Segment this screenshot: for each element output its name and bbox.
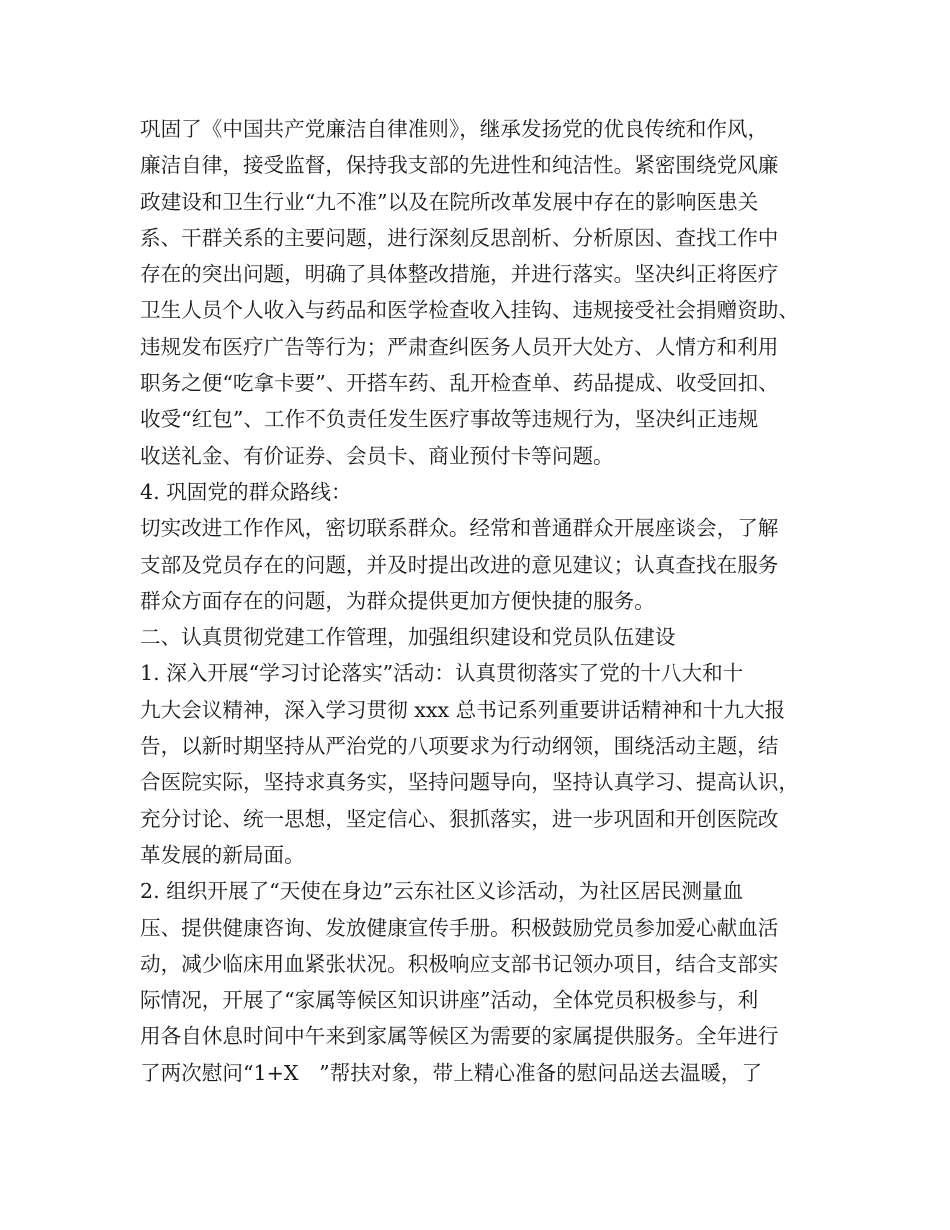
text-line: 切实改进工作作风，密切联系群众。经常和普通群众开展座谈会，了解 — [140, 516, 779, 541]
text-line: 革发展的新局面。 — [140, 842, 305, 867]
text-line: 动，减少临床用血紧张状况。积极响应支部书记领办项目，结合支部实 — [140, 951, 779, 976]
text-line: 系、干群关系的主要问题，进行深刻反思剖析、分析原因、查找工作中 — [140, 225, 779, 250]
text-line: 群众方面存在的问题，为群众提供更加方便快捷的服务。 — [140, 588, 655, 613]
text-line: 压、提供健康咨询、发放健康宣传手册。积极鼓励党员参加爱心献血活 — [140, 915, 779, 940]
text-line: 政建设和卫生行业“九不准”以及在院所改革发展中存在的影响医患关 — [140, 189, 759, 214]
text-line: 九大会议精神，深入学习贯彻 xxx 总书记系列重要讲话精神和十九大报 — [140, 697, 786, 722]
text-line: 巩固了《中国共产党廉洁自律准则》，继承发扬党的优良传统和作风， — [140, 117, 769, 141]
text-line: 告，以新时期坚持从严治党的八项要求为行动纲领，围绕活动主题，结 — [140, 734, 779, 759]
text-line: 充分讨论、统一思想，坚定信心、狠抓落实，进一步巩固和开创医院改 — [140, 806, 779, 831]
body-text — [140, 111, 820, 1091]
text-line: 际情况，开展了“家属等候区知识讲座”活动，全体党员积极参与，利 — [140, 988, 759, 1013]
text-line: 收送礼金、有价证券、会员卡、商业预付卡等问题。 — [140, 443, 614, 468]
text-line: 1. 深入开展“学习讨论落实”活动：认真贯彻落实了党的十八大和十 — [140, 661, 744, 686]
text-line: 了两次慰问“1+X ”帮扶对象，带上精心准备的慰问品送去温暖，了 — [140, 1060, 763, 1085]
text-line: 存在的突出问题，明确了具体整改措施，并进行落实。坚决纠正将医疗 — [140, 262, 779, 287]
text-line: 支部及党员存在的问题，并及时提出改进的意见建议；认真查找在服务 — [140, 552, 779, 577]
section-heading: 4. 巩固党的群众路线： — [140, 479, 352, 504]
text-line: 卫生人员个人收入与药品和医学检查收入挂钩、违规接受社会捐赠资助、 — [140, 298, 799, 323]
text-line: 用各自休息时间中午来到家属等候区为需要的家属提供服务。全年进行 — [140, 1024, 779, 1049]
section-heading: 二、认真贯彻党建工作管理，加强组织建设和党员队伍建设 — [140, 625, 676, 650]
text-line: 职务之便“吃拿卡要”、开搭车药、乱开检查单、药品提成、收受回扣、 — [140, 371, 779, 396]
text-line: 2. 组织开展了“天使在身边”云东社区义诊活动，为社区居民测量血 — [140, 879, 744, 904]
text-line: 合医院实际，坚持求真务实，坚持问题导向，坚持认真学习、提高认识， — [140, 770, 799, 795]
text-line: 收受“红包”、工作不负责任发生医疗事故等违规行为，坚决纠正违规 — [140, 407, 759, 432]
text-line: 违规发布医疗广告等行为；严肃查纠医务人员开大处方、人情方和利用 — [140, 334, 779, 359]
text-line: 廉洁自律，接受监督，保持我支部的先进性和纯洁性。紧密围绕党风廉 — [140, 153, 779, 178]
